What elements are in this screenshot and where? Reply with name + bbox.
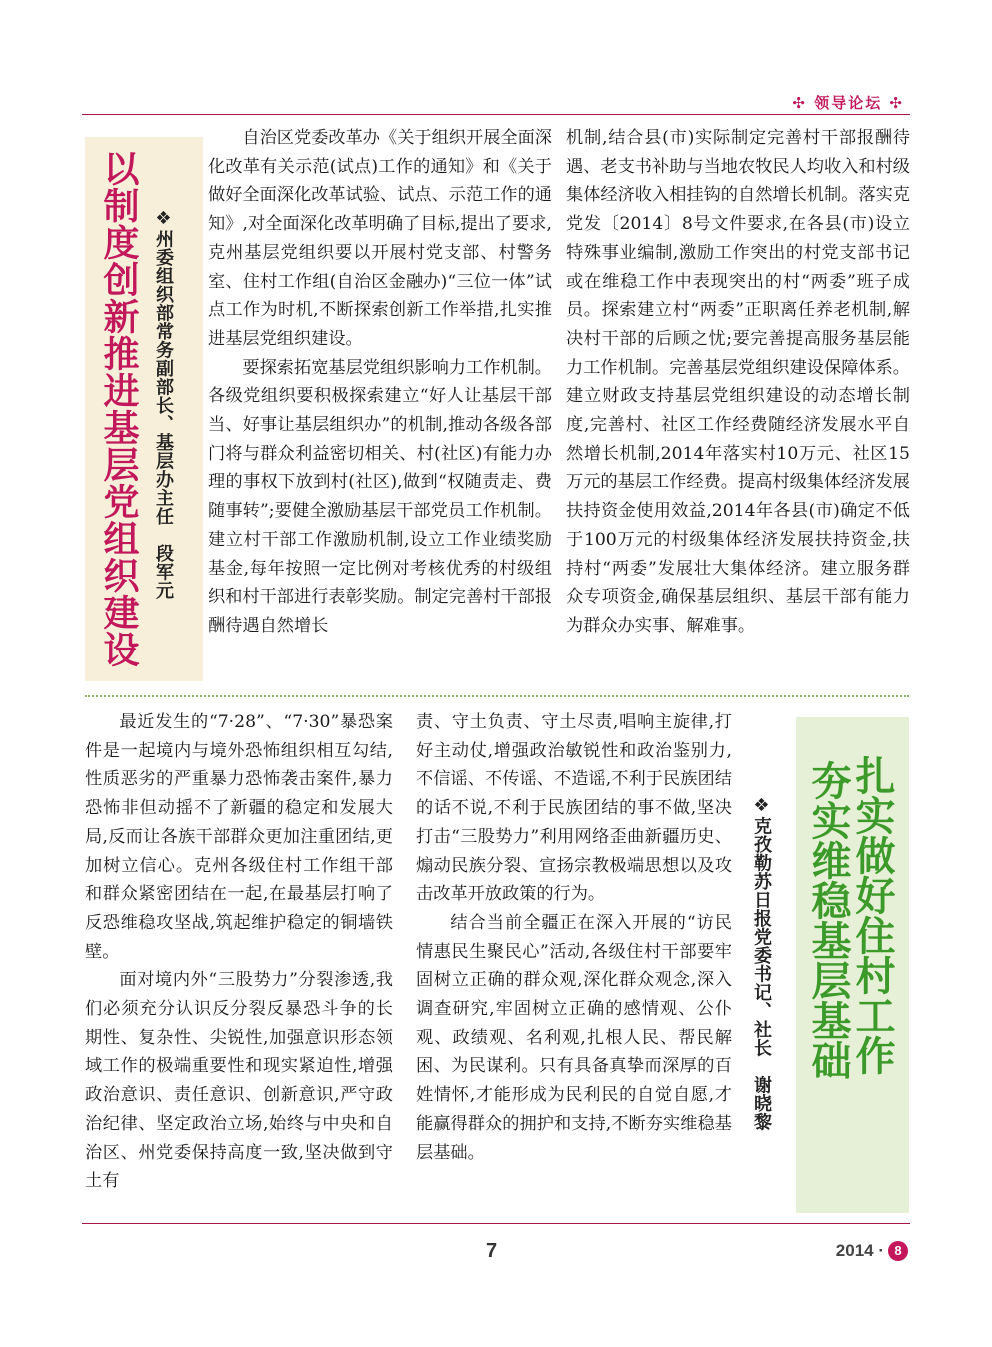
- article1-column-2: [566, 124, 910, 641]
- article2-title-line-2: 扎实做好住村工作: [849, 755, 895, 1075]
- article1-column-1: [208, 124, 552, 641]
- article1-byline: ❖州委组织部常务副部长、基层办主任 段军元: [153, 208, 174, 600]
- issue-label: [836, 1241, 908, 1261]
- article2-paragraph: 面对境内外“三股势力”分裂渗透,我们必须充分认识反分裂反暴恐斗争的长期性、复杂性、尖锐性,加强意识形态领域工作的极端重要性和现实紧迫性,增强政治意识、责任意识、创新意识,严守政治纪律、坚定政治立场,始终与中央和自治区、州党委保持高度一致,坚决做到守土有: [85, 970, 393, 1192]
- article2-column-1: [85, 708, 393, 1196]
- section-tag: ✣ 领导论坛 ✣: [792, 94, 904, 112]
- article1-title: 以制度创新推进基层党组织建设: [98, 150, 139, 668]
- article1-paragraph: 自治区党委改革办《关于组织开展全面深化改革有关示范(试点)工作的通知》和《关于做好全面深化改革试验、试点、示范工作的通知》,对全面深化改革明确了目标,提出了要求,克州基层党组织要以开展村党支部、村警务室、住村工作组(自治区金融办)“三位一体”试点工作为时机,不断探索创新工作举措,扎实推进基层党组织建设。: [208, 128, 552, 349]
- article1-paragraph-continued: 机制,结合县(市)实际制定完善村干部报酬待遇、老支书补助与当地农牧民人均收入和村级集体经济收入相挂钩的自然增长机制。落实克党发〔2014〕8号文件要求,在各县(市)设立特殊事业编制,激励工作突出的村党支部书记或在维稳工作中表现突出的村“两委”班子成员。探索建立村“两委”正职离任养老机制,解决村干部的后顾之忧;要完善提高服务基层能力工作机制。完善基层党组织建设保障体系。建立财政支持基层党组织建设的动态增长制度,完善村、社区工作经费随经济发展水平自然增长机制,2014年落实村10万元、社区15万元的基层工作经费。提高村级集体经济发展扶持资金使用效益,2014年各县(市)确定不低于100万元的村级集体经济发展扶持资金,扶持村“两委”发展壮大集体经济。建立服务群众专项资金,确保基层组织、基层干部有能力为群众办实事、解难事。: [566, 128, 910, 636]
- article2-column-2: [416, 708, 732, 1167]
- footer-divider: [82, 1223, 910, 1224]
- issue-number-badge: 8: [888, 1241, 908, 1261]
- article1-paragraph: 要探索拓宽基层党组织影响力工作机制。各级党组织要积极探索建立“好人让基层干部当、好事让基层组织办”的机制,推动各级各部门将与群众利益密切相关、村(社区)有能力办理的事权下放到村(社区),做到“权随责走、费随事转”;要健全激励基层干部党员工作机制。建立村干部工作激励机制,设立工作业绩奖励基金,每年按照一定比例对考核优秀的村级组织和村干部进行表彰奖励。制定完善村干部报酬待遇自然增长: [208, 357, 552, 636]
- article2-paragraph: 结合当前全疆正在深入开展的“访民情惠民生聚民心”活动,各级住村干部要牢固树立正确的群众观,深化群众观念,深入调查研究,牢固树立正确的感情观、公仆观、政绩观、名利观,扎根人民、帮民解困、为民谋利。只有具备真挚而深厚的百姓情怀,才能形成为民利民的自觉自愿,才能赢得群众的拥护和支持,不断夯实维稳基层基础。: [416, 912, 732, 1163]
- header-divider: [82, 114, 910, 115]
- article2-paragraph-continued: 责、守土负责、守土尽责,唱响主旋律,打好主动仗,增强政治敏锐性和政治鉴别力,不信谣、不传谣、不造谣,不利于民族团结的话不说,不利于民族团结的事不做,坚决打击“三股势力”利用网络歪曲新疆历史、煽动民族分裂、宣扬宗教极端思想以及攻击改革开放政策的行为。: [416, 712, 732, 905]
- article2-paragraph: 最近发生的“7·28”、“7·30”暴恐案件是一起境内与境外恐怖组织相互勾结,性质恶劣的严重暴力恐怖袭击案件,暴力恐怖非但动摇不了新疆的稳定和发展大局,反而让各族干部群众更加注重团结,更加树立信心。克州各级住村工作组干部和群众紧密团结在一起,在最基层打响了反恐维稳攻坚战,筑起维护稳定的铜墙铁壁。: [85, 712, 393, 962]
- issue-year: 2014 ·: [835, 1241, 884, 1260]
- page-number: 7: [486, 1240, 498, 1262]
- article-separator: [85, 695, 909, 697]
- article2-title-line-1: 夯实维稳基层基础: [805, 760, 851, 1080]
- article2-byline: ❖克孜勒苏日报党委书记、社长 谢晓黎: [751, 795, 772, 1131]
